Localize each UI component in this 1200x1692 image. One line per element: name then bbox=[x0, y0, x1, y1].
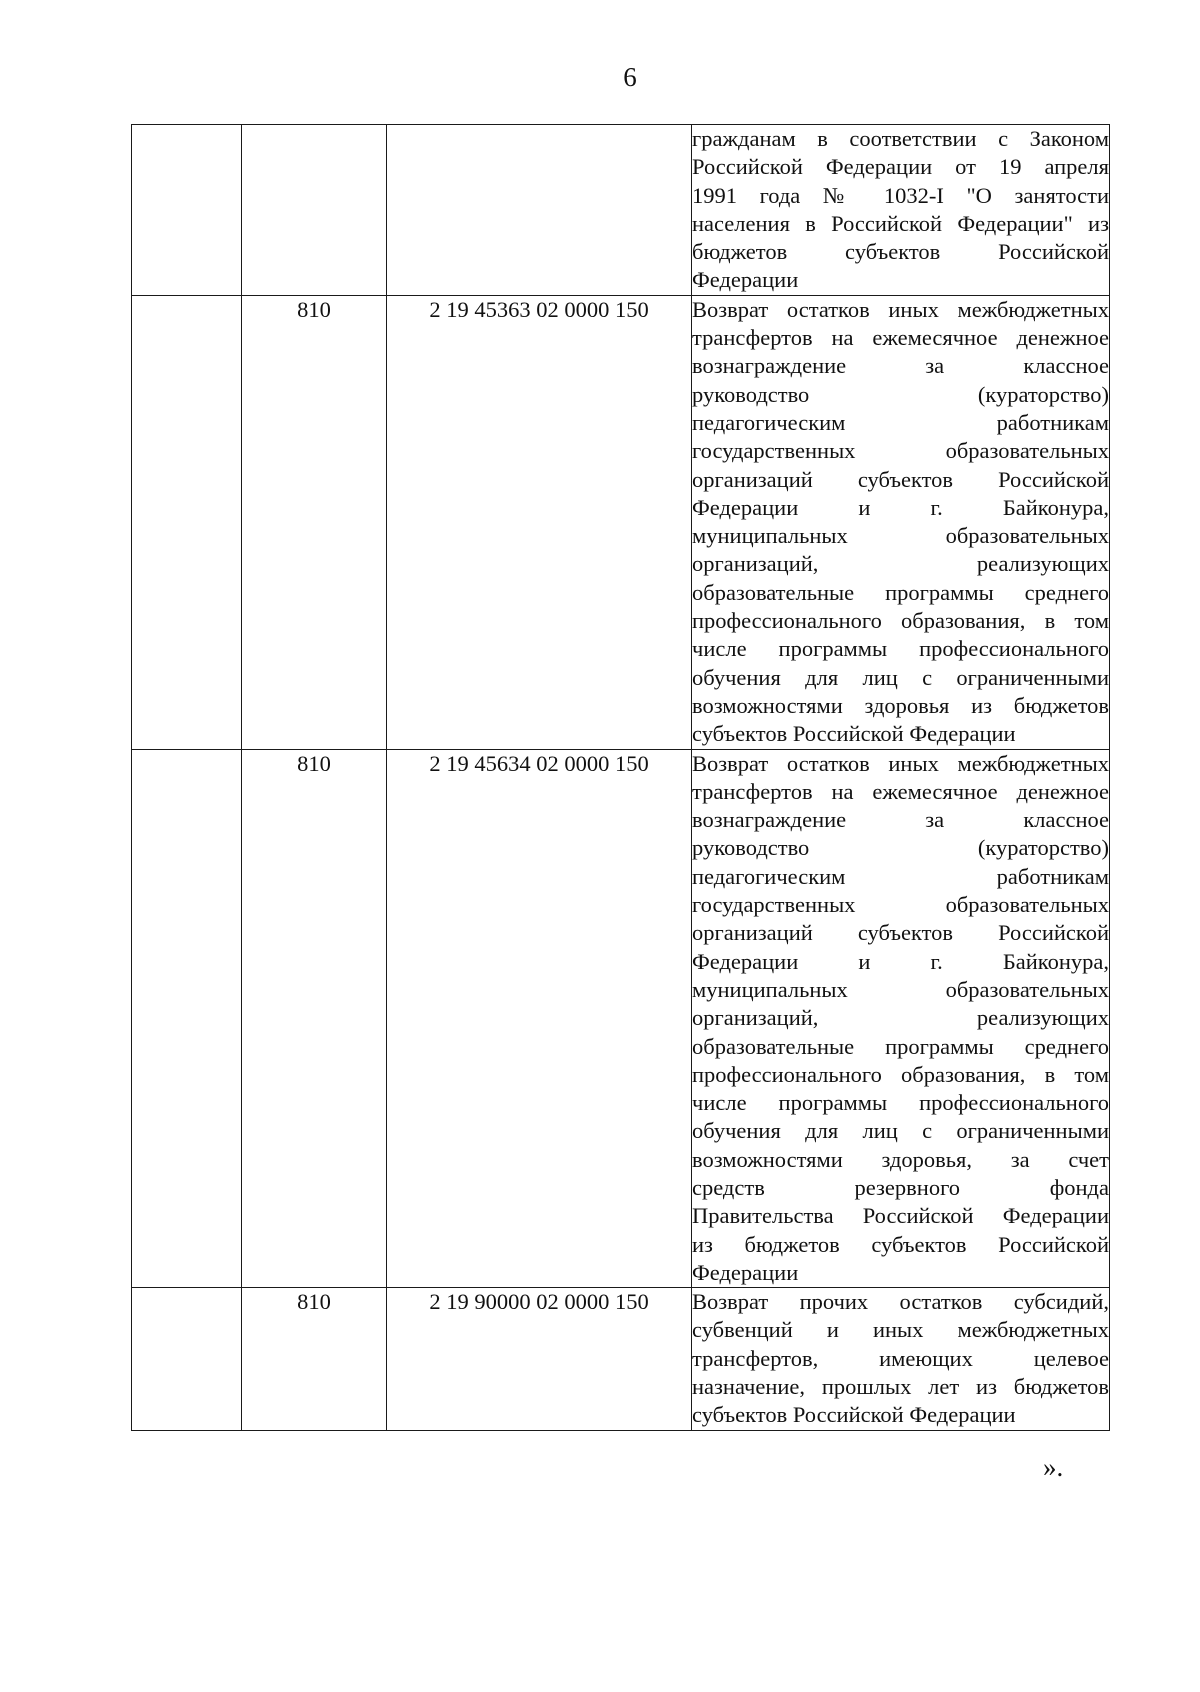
description-line: обучения для лиц с ограниченными bbox=[692, 664, 1109, 690]
description-line: субвенций и иных межбюджетных bbox=[692, 1317, 1109, 1343]
description-line: Возврат прочих остатков субсидий, bbox=[692, 1289, 1109, 1315]
description-line: руководство (кураторство) bbox=[692, 835, 1109, 861]
empty-cell bbox=[132, 749, 242, 1288]
description-line: числе программы профессионального bbox=[692, 1090, 1109, 1116]
budget-code-cell: 2 19 45363 02 0000 150 bbox=[387, 295, 692, 749]
description-cell bbox=[692, 749, 1110, 1288]
closing-quote-mark: ». bbox=[1043, 1452, 1064, 1482]
description-line: возможностями здоровья из бюджетов bbox=[692, 692, 1109, 718]
description-line: Федерации и г. Байконура, bbox=[692, 948, 1109, 974]
description-line: бюджетов субъектов Российской bbox=[692, 239, 1109, 265]
budget-classification-table bbox=[131, 124, 1110, 1431]
description-line: государственных образовательных bbox=[692, 438, 1109, 464]
page-number: 6 bbox=[623, 62, 637, 92]
table-row bbox=[132, 1288, 1110, 1430]
description-line: средств резервного фонда bbox=[692, 1174, 1109, 1200]
description-line: вознаграждение за классное bbox=[692, 353, 1109, 379]
table-body bbox=[132, 125, 1110, 1431]
admin-code-cell: 810 bbox=[242, 295, 387, 749]
admin-code-cell: 810 bbox=[242, 749, 387, 1288]
description-line: образовательные программы среднего bbox=[692, 1033, 1109, 1059]
description-line: Федерации bbox=[692, 267, 799, 293]
table-row bbox=[132, 125, 1110, 296]
description-line: числе программы профессионального bbox=[692, 636, 1109, 662]
description-line: 1991 года № 1032-I "О занятости bbox=[692, 182, 1109, 208]
description-line: вознаграждение за классное bbox=[692, 807, 1109, 833]
empty-cell bbox=[132, 295, 242, 749]
description-line: профессионального образования, в том bbox=[692, 608, 1109, 634]
description-line: организаций, реализующих bbox=[692, 1005, 1109, 1031]
description-line: возможностями здоровья, за счет bbox=[692, 1146, 1109, 1172]
description-line: профессионального образования, в том bbox=[692, 1061, 1109, 1087]
budget-code-cell: 2 19 45634 02 0000 150 bbox=[387, 749, 692, 1288]
description-line: Федерации bbox=[692, 1259, 799, 1285]
description-line: трансфертов, имеющих целевое bbox=[692, 1345, 1109, 1371]
description-line: руководство (кураторство) bbox=[692, 381, 1109, 407]
description-line: муниципальных образовательных bbox=[692, 523, 1109, 549]
description-line: Возврат остатков иных межбюджетных bbox=[692, 296, 1109, 322]
description-cell bbox=[692, 125, 1110, 296]
description-line: субъектов Российской Федерации bbox=[692, 721, 1016, 747]
empty-cell bbox=[132, 1288, 242, 1430]
budget-code-cell: 2 19 90000 02 0000 150 bbox=[387, 1288, 692, 1430]
description-line: педагогическим работникам bbox=[692, 409, 1109, 435]
table-row bbox=[132, 295, 1110, 749]
admin-code-cell bbox=[242, 125, 387, 296]
description-line: из бюджетов субъектов Российской bbox=[692, 1231, 1109, 1257]
budget-code-cell bbox=[387, 125, 692, 296]
description-cell bbox=[692, 295, 1110, 749]
description-line: обучения для лиц с ограниченными bbox=[692, 1118, 1109, 1144]
empty-cell bbox=[132, 125, 242, 296]
description-line: организаций, реализующих bbox=[692, 551, 1109, 577]
description-line: муниципальных образовательных bbox=[692, 976, 1109, 1002]
description-line: Российской Федерации от 19 апреля bbox=[692, 154, 1109, 180]
description-line: педагогическим работникам bbox=[692, 863, 1109, 889]
description-line: населения в Российской Федерации" из bbox=[692, 210, 1109, 236]
description-line: субъектов Российской Федерации bbox=[692, 1402, 1016, 1428]
table-row bbox=[132, 749, 1110, 1288]
description-line: организаций субъектов Российской bbox=[692, 466, 1109, 492]
admin-code-cell: 810 bbox=[242, 1288, 387, 1430]
description-line: Правительства Российской Федерации bbox=[692, 1203, 1109, 1229]
description-line: гражданам в соответствии с Законом bbox=[692, 126, 1109, 151]
description-line: государственных образовательных bbox=[692, 892, 1109, 918]
description-line: Федерации и г. Байконура, bbox=[692, 494, 1109, 520]
description-line: трансфертов на ежемесячное денежное bbox=[692, 778, 1109, 804]
description-line: организаций субъектов Российской bbox=[692, 920, 1109, 946]
description-line: Возврат остатков иных межбюджетных bbox=[692, 750, 1109, 776]
description-line: назначение, прошлых лет из бюджетов bbox=[692, 1374, 1109, 1400]
description-cell bbox=[692, 1288, 1110, 1430]
description-line: трансфертов на ежемесячное денежное bbox=[692, 325, 1109, 351]
description-line: образовательные программы среднего bbox=[692, 579, 1109, 605]
